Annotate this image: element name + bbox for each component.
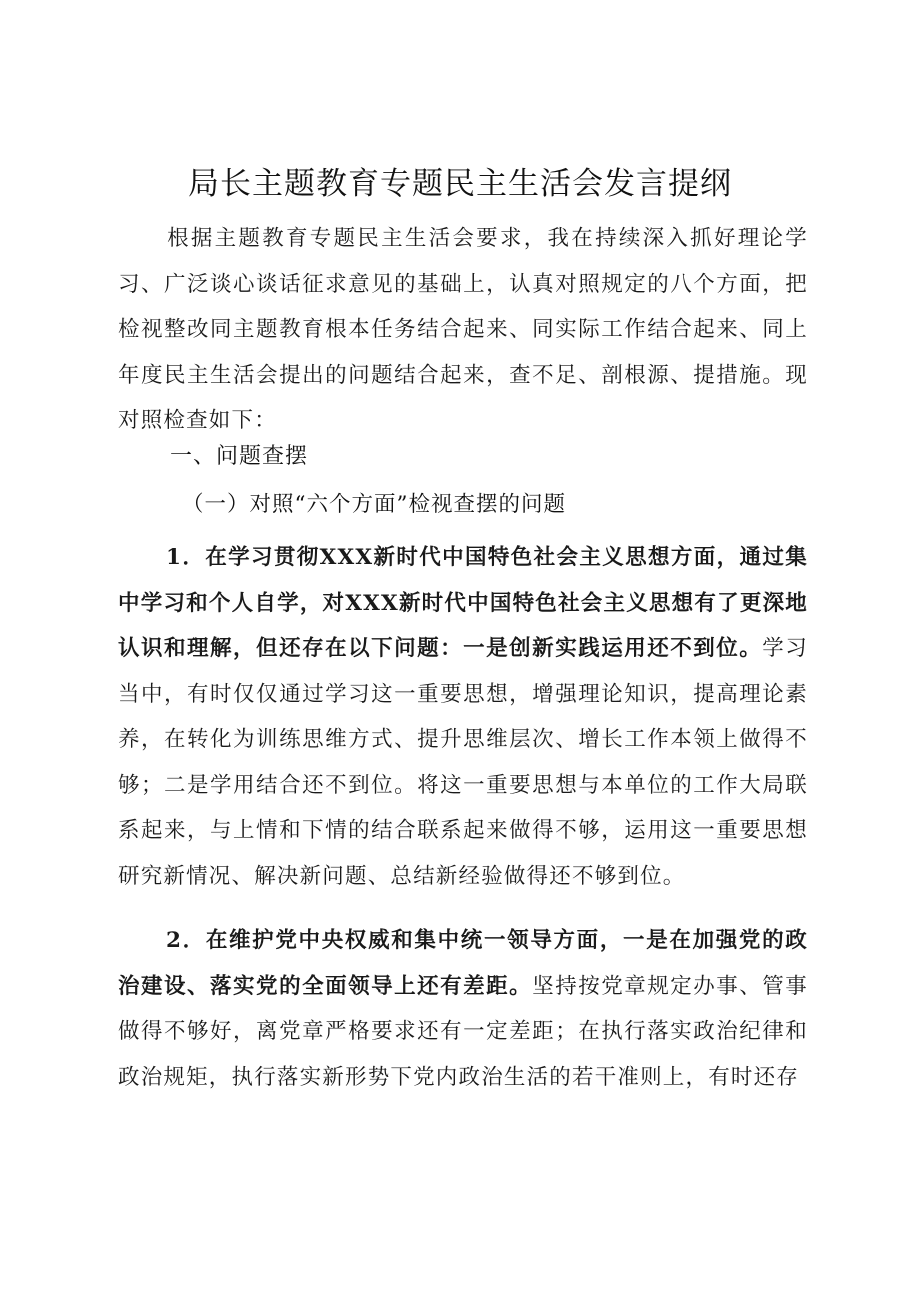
- item-2-lead: 2．在维护党中央权威和集中统一领导方面，一是在加强党的政治建设、落实党的全面领导上还有差距。: [118, 928, 808, 999]
- intro-text: 根据主题教育专题民主生活会要求，我在持续深入抓好理论学习、广泛谈心谈话征求意见的基础上，认真对照规定的八个方面，把检视整改同主题教育根本任务结合起来、同实际工作结合起来、同上年度民主生活会提出的问题结合起来，查不足、剖根源、提措施。现对照检查如下：: [118, 226, 808, 433]
- item-2-paragraph: [118, 918, 808, 1100]
- item-2-text: 坚持按党章规定办事、管事做得不够好，离党章严格要求还有一定差距；在执行落实政治纪律和政治规矩，执行落实新形势下党内政治生活的若干准则上，有时还存: [118, 973, 808, 1090]
- item-1-lead: 1．在学习贯彻XXX新时代中国特色社会主义思想方面，通过集中学习和个人自学，对XXX新时代中国特色社会主义思想有了更深地认识和理解，但还存在以下问题：一是创新实践运用还不到位。: [118, 545, 808, 661]
- intro-paragraph: [118, 216, 808, 444]
- section-heading-problems: 一、问题查摆: [170, 444, 309, 469]
- item-1-paragraph: [118, 535, 808, 899]
- item-1-text: 学习当中，有时仅仅通过学习这一重要思想，增强理论知识，提高理论素养，在转化为训练思维方式、提升思维层次、增长工作本领上做得不够；二是学用结合还不到位。将这一重要思想与本单位的工作大局联系起来，与上情和下情的结合联系起来做得不够，运用这一重要思想研究新情况、解决新问题、总结新经验做得还不够到位。: [118, 636, 808, 889]
- document-title: 局长主题教育专题民主生活会发言提纲: [188, 166, 732, 202]
- subsection-heading-six-aspects: （一）对照“六个方面”检视查摆的问题: [182, 492, 566, 517]
